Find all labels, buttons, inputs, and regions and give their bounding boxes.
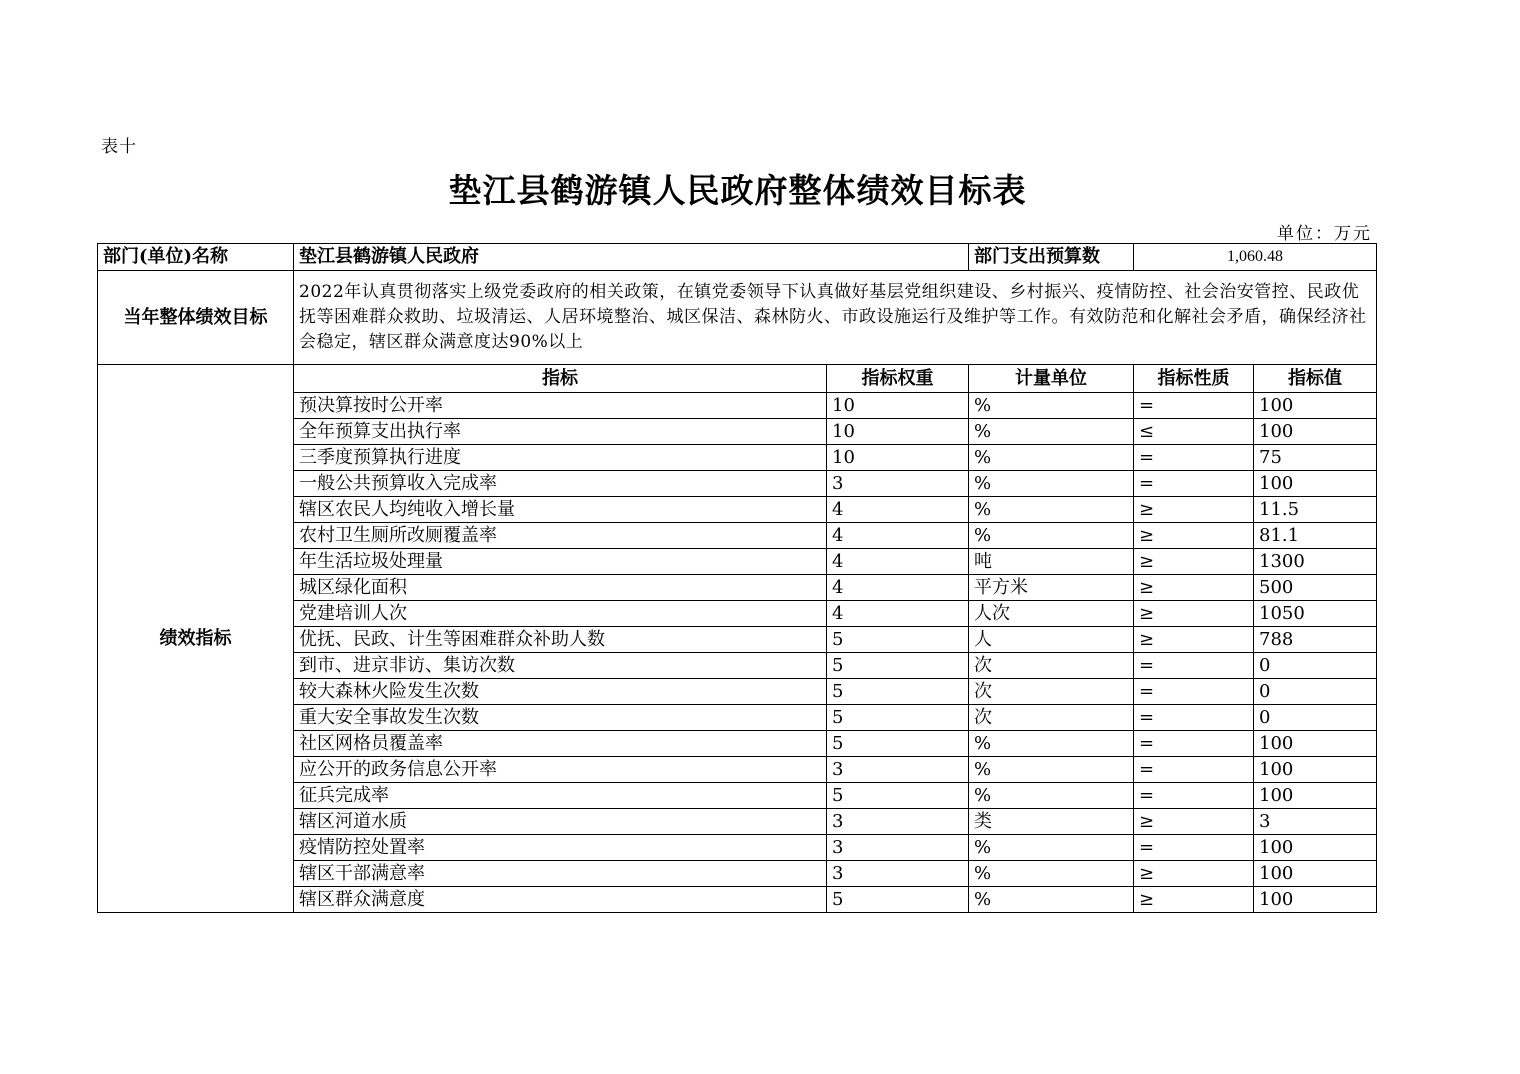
indicator-unit: 类 bbox=[969, 809, 1134, 835]
indicator-weight: 3 bbox=[827, 861, 969, 887]
indicator-weight: 4 bbox=[827, 497, 969, 523]
indicator-value: 100 bbox=[1254, 731, 1377, 757]
indicator-weight: 10 bbox=[827, 419, 969, 445]
indicator-name: 辖区干部满意率 bbox=[294, 861, 827, 887]
indicator-nature: ≥ bbox=[1134, 861, 1254, 887]
indicator-unit: 次 bbox=[969, 653, 1134, 679]
indicator-header-row bbox=[98, 365, 1377, 393]
indicator-unit: % bbox=[969, 471, 1134, 497]
indicator-nature: = bbox=[1134, 757, 1254, 783]
indicator-value: 100 bbox=[1254, 393, 1377, 419]
indicator-value: 100 bbox=[1254, 471, 1377, 497]
indicator-unit: 次 bbox=[969, 679, 1134, 705]
indicator-name: 城区绿化面积 bbox=[294, 575, 827, 601]
indicator-value: 0 bbox=[1254, 653, 1377, 679]
indicator-name: 辖区农民人均纯收入增长量 bbox=[294, 497, 827, 523]
unit-label: 单位：万元 bbox=[1277, 224, 1372, 244]
indicator-unit: 平方米 bbox=[969, 575, 1134, 601]
dept-name-value: 垫江县鹤游镇人民政府 bbox=[294, 244, 969, 271]
indicator-weight: 3 bbox=[827, 757, 969, 783]
indicator-nature: = bbox=[1134, 653, 1254, 679]
indicator-nature: = bbox=[1134, 445, 1254, 471]
indicator-unit: % bbox=[969, 523, 1134, 549]
table-number: 表十 bbox=[101, 137, 137, 157]
indicator-name: 三季度预算执行进度 bbox=[294, 445, 827, 471]
indicator-value: 788 bbox=[1254, 627, 1377, 653]
header-value: 指标值 bbox=[1254, 365, 1377, 393]
indicator-nature: ≥ bbox=[1134, 601, 1254, 627]
indicator-nature: ≤ bbox=[1134, 419, 1254, 445]
indicator-name: 辖区河道水质 bbox=[294, 809, 827, 835]
indicator-weight: 4 bbox=[827, 575, 969, 601]
goal-label: 当年整体绩效目标 bbox=[98, 271, 294, 365]
indicator-nature: ≥ bbox=[1134, 497, 1254, 523]
indicator-unit: 人次 bbox=[969, 601, 1134, 627]
indicator-name: 疫情防控处置率 bbox=[294, 835, 827, 861]
indicator-nature: ≥ bbox=[1134, 887, 1254, 913]
indicator-value: 75 bbox=[1254, 445, 1377, 471]
indicator-value: 0 bbox=[1254, 679, 1377, 705]
indicator-unit: % bbox=[969, 887, 1134, 913]
indicator-value: 100 bbox=[1254, 419, 1377, 445]
indicator-unit: % bbox=[969, 497, 1134, 523]
indicator-unit: % bbox=[969, 861, 1134, 887]
dept-name-label: 部门(单位)名称 bbox=[98, 244, 294, 271]
indicator-weight: 5 bbox=[827, 679, 969, 705]
indicator-unit: % bbox=[969, 757, 1134, 783]
performance-target-table bbox=[97, 243, 1377, 913]
indicator-name: 预决算按时公开率 bbox=[294, 393, 827, 419]
indicator-value: 100 bbox=[1254, 835, 1377, 861]
goal-row bbox=[98, 271, 1377, 365]
indicator-weight: 5 bbox=[827, 627, 969, 653]
indicator-value: 100 bbox=[1254, 757, 1377, 783]
indicator-name: 重大安全事故发生次数 bbox=[294, 705, 827, 731]
indicator-value: 1300 bbox=[1254, 549, 1377, 575]
indicator-unit: 人 bbox=[969, 627, 1134, 653]
indicator-weight: 10 bbox=[827, 393, 969, 419]
indicator-weight: 10 bbox=[827, 445, 969, 471]
indicator-value: 0 bbox=[1254, 705, 1377, 731]
indicator-section-label: 绩效指标 bbox=[98, 365, 294, 913]
indicator-value: 100 bbox=[1254, 861, 1377, 887]
indicator-unit: % bbox=[969, 835, 1134, 861]
indicator-name: 党建培训人次 bbox=[294, 601, 827, 627]
indicator-name: 农村卫生厕所改厕覆盖率 bbox=[294, 523, 827, 549]
indicator-unit: 次 bbox=[969, 705, 1134, 731]
indicator-nature: = bbox=[1134, 731, 1254, 757]
indicator-value: 100 bbox=[1254, 887, 1377, 913]
indicator-unit: 吨 bbox=[969, 549, 1134, 575]
indicator-unit: % bbox=[969, 445, 1134, 471]
indicator-weight: 5 bbox=[827, 887, 969, 913]
indicator-nature: = bbox=[1134, 783, 1254, 809]
indicator-name: 应公开的政务信息公开率 bbox=[294, 757, 827, 783]
indicator-nature: = bbox=[1134, 393, 1254, 419]
indicator-weight: 5 bbox=[827, 705, 969, 731]
indicator-name: 辖区群众满意度 bbox=[294, 887, 827, 913]
indicator-weight: 5 bbox=[827, 731, 969, 757]
indicator-weight: 3 bbox=[827, 471, 969, 497]
indicator-nature: ≥ bbox=[1134, 549, 1254, 575]
indicator-value: 100 bbox=[1254, 783, 1377, 809]
budget-value: 1,060.48 bbox=[1134, 244, 1377, 271]
indicator-nature: = bbox=[1134, 705, 1254, 731]
header-unit: 计量单位 bbox=[969, 365, 1134, 393]
indicator-nature: ≥ bbox=[1134, 809, 1254, 835]
indicator-value: 500 bbox=[1254, 575, 1377, 601]
indicator-unit: % bbox=[969, 783, 1134, 809]
indicator-weight: 3 bbox=[827, 809, 969, 835]
indicator-value: 11.5 bbox=[1254, 497, 1377, 523]
indicator-name: 一般公共预算收入完成率 bbox=[294, 471, 827, 497]
indicator-name: 较大森林火险发生次数 bbox=[294, 679, 827, 705]
dept-row bbox=[98, 244, 1377, 271]
indicator-value: 1050 bbox=[1254, 601, 1377, 627]
indicator-nature: = bbox=[1134, 471, 1254, 497]
indicator-nature: ≥ bbox=[1134, 523, 1254, 549]
indicator-unit: % bbox=[969, 731, 1134, 757]
indicator-name: 全年预算支出执行率 bbox=[294, 419, 827, 445]
indicator-unit: % bbox=[969, 393, 1134, 419]
indicator-nature: = bbox=[1134, 679, 1254, 705]
indicator-name: 社区网格员覆盖率 bbox=[294, 731, 827, 757]
indicator-weight: 4 bbox=[827, 549, 969, 575]
header-indicator: 指标 bbox=[294, 365, 827, 393]
indicator-weight: 4 bbox=[827, 523, 969, 549]
indicator-name: 优抚、民政、计生等困难群众补助人数 bbox=[294, 627, 827, 653]
indicator-name: 到市、进京非访、集访次数 bbox=[294, 653, 827, 679]
goal-text: 2022年认真贯彻落实上级党委政府的相关政策，在镇党委领导下认真做好基层党组织建设、乡村振兴、疫情防控、社会治安管控、民政优抚等困难群众救助、垃圾清运、人居环境整治、城区保洁、森林防火、市政设施运行及维护等工作。有效防范和化解社会矛盾，确保经济社会稳定，辖区群众满意度达90%以上 bbox=[294, 271, 1377, 365]
indicator-name: 年生活垃圾处理量 bbox=[294, 549, 827, 575]
indicator-value: 3 bbox=[1254, 809, 1377, 835]
document-title: 垫江县鹤游镇人民政府整体绩效目标表 bbox=[448, 171, 1027, 210]
indicator-name: 征兵完成率 bbox=[294, 783, 827, 809]
header-weight: 指标权重 bbox=[827, 365, 969, 393]
indicator-weight: 4 bbox=[827, 601, 969, 627]
indicator-nature: ≥ bbox=[1134, 627, 1254, 653]
indicator-value: 81.1 bbox=[1254, 523, 1377, 549]
indicator-weight: 3 bbox=[827, 835, 969, 861]
indicator-weight: 5 bbox=[827, 783, 969, 809]
indicator-nature: ≥ bbox=[1134, 575, 1254, 601]
indicator-nature: = bbox=[1134, 835, 1254, 861]
indicator-weight: 5 bbox=[827, 653, 969, 679]
header-nature: 指标性质 bbox=[1134, 365, 1254, 393]
indicator-unit: % bbox=[969, 419, 1134, 445]
budget-label: 部门支出预算数 bbox=[969, 244, 1134, 271]
